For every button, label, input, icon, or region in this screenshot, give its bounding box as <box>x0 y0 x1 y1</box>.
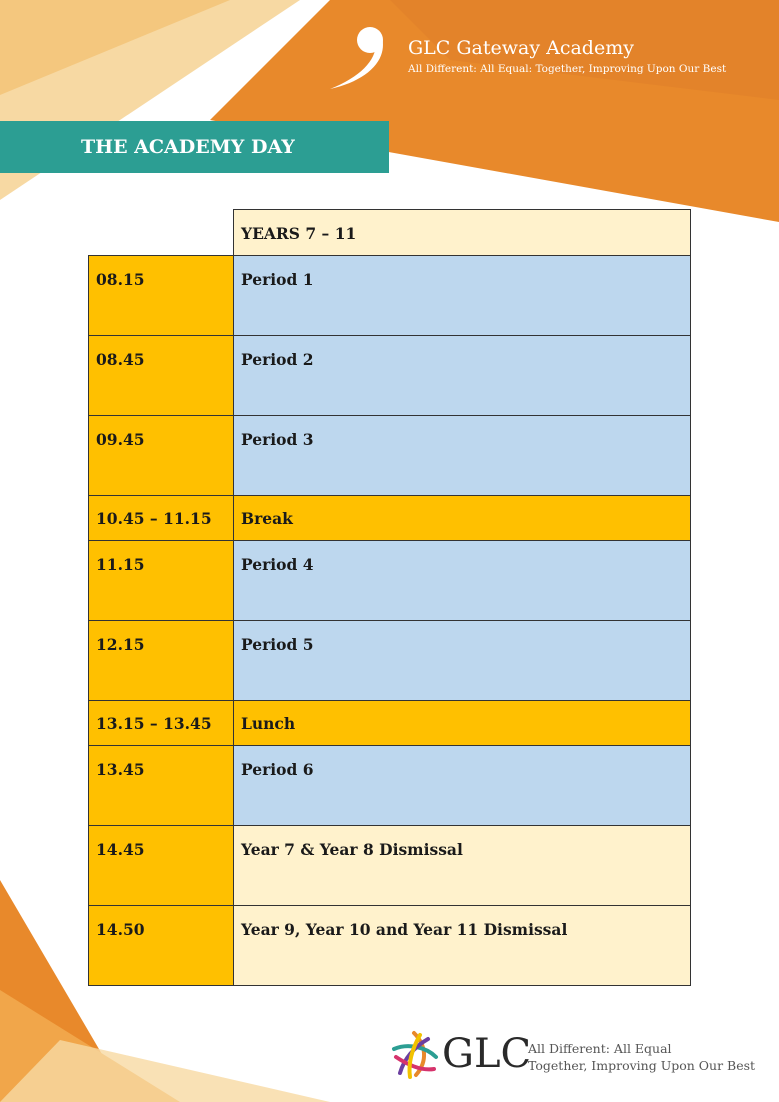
table-row <box>89 256 691 336</box>
section-title: THE ACADEMY DAY <box>81 136 295 158</box>
timetable <box>88 209 691 986</box>
activity-cell: Period 5 <box>234 621 691 701</box>
footer-motto <box>528 1040 755 1074</box>
time-cell: 08.15 <box>89 256 234 336</box>
school-motto: All Different: All Equal: Together, Improving Upon Our Best <box>408 63 727 75</box>
time-cell: 14.50 <box>89 906 234 986</box>
table-row <box>89 826 691 906</box>
time-cell: 10.45 – 11.15 <box>89 496 234 541</box>
time-cell: 13.45 <box>89 746 234 826</box>
footer-logo-text: GLC <box>442 1031 532 1077</box>
activity-cell: Period 2 <box>234 336 691 416</box>
academy-logo-icon <box>326 25 406 91</box>
footer-motto-line1: All Different: All Equal <box>528 1041 672 1056</box>
table-row <box>89 336 691 416</box>
activity-cell: Lunch <box>234 701 691 746</box>
table-header-row <box>89 210 691 256</box>
activity-cell: Period 6 <box>234 746 691 826</box>
time-cell: 14.45 <box>89 826 234 906</box>
activity-cell: Period 1 <box>234 256 691 336</box>
table-row <box>89 496 691 541</box>
table-row <box>89 541 691 621</box>
activity-cell: Period 4 <box>234 541 691 621</box>
header-branding <box>408 36 726 76</box>
time-cell: 12.15 <box>89 621 234 701</box>
table-row <box>89 416 691 496</box>
table-row <box>89 701 691 746</box>
table-row <box>89 746 691 826</box>
time-cell: 08.45 <box>89 336 234 416</box>
column-header: YEARS 7 – 11 <box>234 210 691 256</box>
activity-cell: Break <box>234 496 691 541</box>
footer-motto-line2: Together, Improving Upon Our Best <box>528 1058 756 1073</box>
activity-cell: Year 7 & Year 8 Dismissal <box>234 826 691 906</box>
time-cell: 09.45 <box>89 416 234 496</box>
table-row <box>89 621 691 701</box>
table-row <box>89 906 691 986</box>
table-corner-cell <box>89 210 234 256</box>
time-cell: 11.15 <box>89 541 234 621</box>
section-banner <box>0 121 389 173</box>
activity-cell: Period 3 <box>234 416 691 496</box>
activity-cell: Year 9, Year 10 and Year 11 Dismissal <box>234 906 691 986</box>
time-cell: 13.15 – 13.45 <box>89 701 234 746</box>
school-name: GLC Gateway Academy <box>408 37 634 59</box>
glc-star-logo-icon <box>386 1027 442 1083</box>
